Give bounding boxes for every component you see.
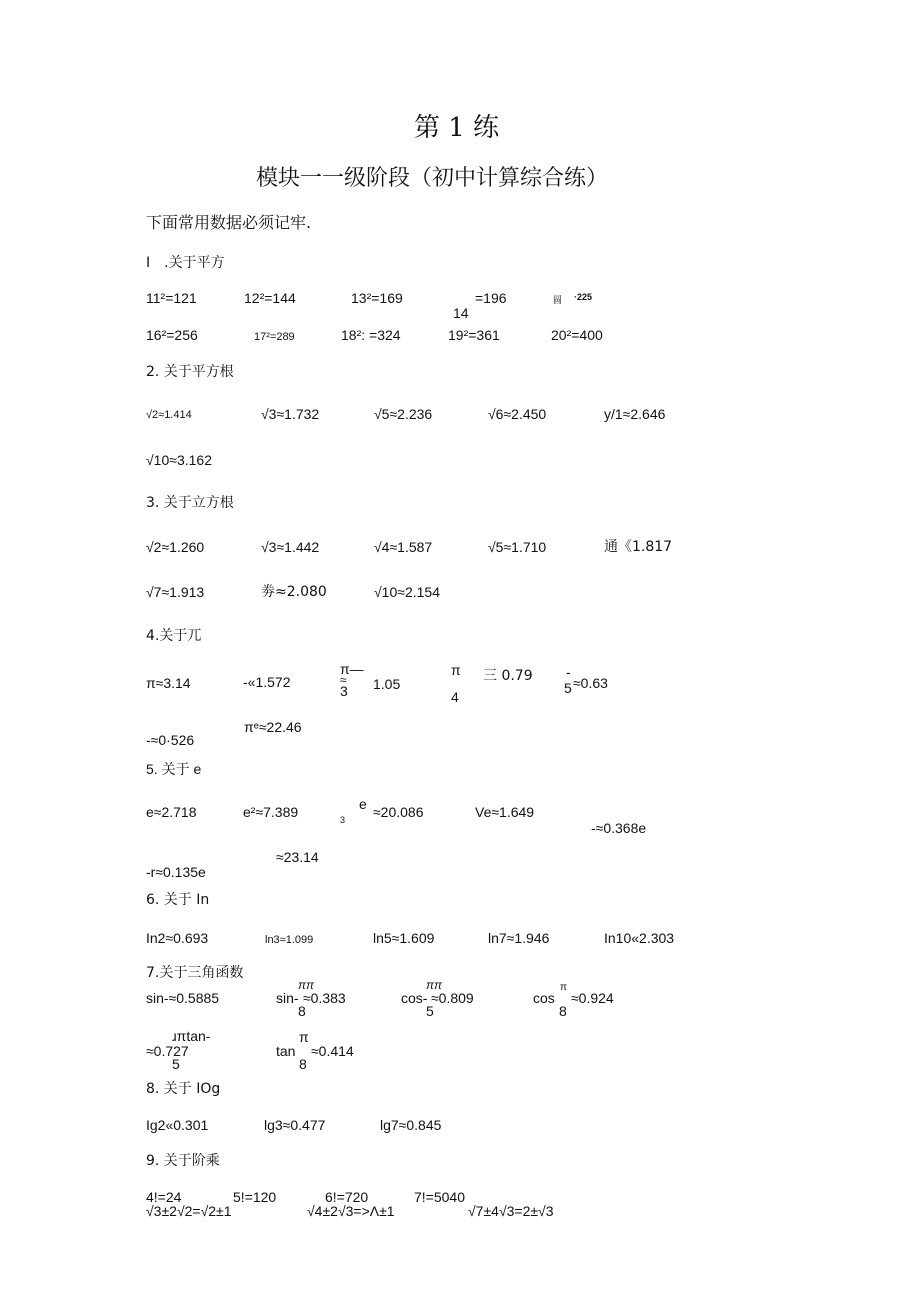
pi-third-num: π— bbox=[340, 661, 364, 677]
cbrt-3: √3≈1.442 bbox=[261, 539, 320, 555]
cbrt-2: √2≈1.260 bbox=[146, 539, 205, 555]
e-cubed-index: 3 bbox=[340, 815, 346, 825]
pi-third-approx: ≈ bbox=[340, 673, 347, 687]
section-3-heading: 3. 关于立方根 bbox=[146, 495, 234, 511]
cos-pi-fifth-label: cos- bbox=[401, 990, 428, 1006]
nested-radical-1: √3±2√2=√2±1 bbox=[146, 1203, 232, 1219]
factorial-5: 5!=120 bbox=[233, 1189, 277, 1205]
inverse-e-squared: -r≈0.135e bbox=[146, 864, 206, 880]
pi-third-value: 1.05 bbox=[373, 676, 401, 692]
page-subtitle: 模块一一级阶段（初中计算综合练） bbox=[256, 166, 609, 191]
pi-power-e: πᵉ≈22.46 bbox=[244, 719, 302, 735]
cos-pi-eighth-value: ≈0.924 bbox=[571, 990, 614, 1006]
e-power-pi: ≈23.14 bbox=[276, 849, 319, 865]
cbrt-6: 通《1.817 bbox=[604, 539, 673, 555]
sin-pi-fifth: sin-≈0.5885 bbox=[146, 990, 220, 1006]
square-16: 16²=256 bbox=[146, 327, 198, 343]
square-18: 18²: =324 bbox=[341, 327, 401, 343]
sqrt-5: √5≈2.236 bbox=[374, 406, 433, 422]
section-4-heading: 4.关于兀 bbox=[146, 628, 202, 644]
cos-pi-fifth-num: ππ bbox=[426, 978, 443, 992]
sqrt-10: √10≈3.162 bbox=[146, 452, 212, 468]
pi-quarter-value: 三 0.79 bbox=[483, 668, 533, 684]
tan-pi-fifth-label: ɹπtan- bbox=[172, 1028, 211, 1044]
pi-sixth: -≈0·526 bbox=[146, 732, 195, 748]
ln-10: In10«2.303 bbox=[604, 930, 675, 946]
sqrt-7: y/1≈2.646 bbox=[604, 406, 666, 422]
square-14-base: 14 bbox=[453, 305, 469, 321]
sqrt-2: √2≈1.414 bbox=[146, 409, 192, 421]
e-cubed-value: ≈20.086 bbox=[373, 804, 424, 820]
pi-fifth-den: 5 bbox=[564, 680, 572, 696]
pi-quarter-num: π bbox=[451, 662, 461, 678]
lg-2: Ig2«0.301 bbox=[146, 1117, 209, 1133]
sqrt-6: √6≈2.450 bbox=[488, 406, 547, 422]
ln-3: ln3≈1.099 bbox=[265, 934, 314, 946]
section-8-heading: 8. 关于 IOg bbox=[146, 1081, 221, 1097]
section-9-heading: 9. 关于阶乘 bbox=[146, 1153, 220, 1169]
e-cubed-base: e bbox=[359, 796, 367, 812]
cos-pi-eighth-den: 8 bbox=[559, 1003, 567, 1019]
tan-pi-eighth-label: tan bbox=[276, 1043, 296, 1059]
tan-pi-fifth-den: 5 bbox=[172, 1056, 180, 1072]
square-17: 17²=289 bbox=[254, 331, 295, 343]
square-11: 11²=121 bbox=[146, 290, 197, 306]
sqrt-e: Ve≈1.649 bbox=[475, 804, 535, 820]
cos-pi-fifth-value: ≈0.809 bbox=[431, 990, 474, 1006]
nested-radical-2: √4±2√3=>Λ±1 bbox=[307, 1203, 395, 1219]
tan-pi-eighth-den: 8 bbox=[299, 1056, 307, 1072]
tan-pi-fifth-value: ≈0.727 bbox=[146, 1043, 189, 1059]
pi-quarter-den: 4 bbox=[451, 689, 459, 705]
pi-fifth-num: - bbox=[566, 664, 571, 680]
cbrt-10: √10≈2.154 bbox=[374, 584, 440, 600]
pi-half: -«1.572 bbox=[243, 674, 291, 690]
sin-pi-eighth-num: ππ bbox=[298, 978, 315, 992]
page-title: 第 1 练 bbox=[414, 113, 500, 143]
lg-3: lg3≈0.477 bbox=[264, 1117, 326, 1133]
ln-7: ln7≈1.946 bbox=[488, 930, 550, 946]
nested-radical-3: √7±4√3=2±√3 bbox=[468, 1203, 554, 1219]
section-2-heading: 2. 关于平方根 bbox=[146, 364, 234, 380]
factorial-4: 4!=24 bbox=[146, 1189, 182, 1205]
square-13: 13²=169 bbox=[351, 290, 403, 306]
cos-pi-fifth-den: 5 bbox=[426, 1003, 434, 1019]
pi-third-den: 3 bbox=[340, 683, 348, 699]
section-7-heading: 7.关于三角函数 bbox=[146, 965, 244, 981]
cbrt-4: √4≈1.587 bbox=[374, 539, 433, 555]
square-15-value: ·225 bbox=[574, 292, 593, 302]
inverse-e: -≈0.368e bbox=[591, 820, 647, 836]
factorial-6: 6!=720 bbox=[325, 1189, 369, 1205]
section-6-heading: 6. 关于 In bbox=[146, 892, 210, 908]
ln-2: In2≈0.693 bbox=[146, 930, 209, 946]
tan-pi-eighth-value: ≈0.414 bbox=[311, 1043, 354, 1059]
e-value: e≈2.718 bbox=[146, 804, 197, 820]
ln-5: ln5≈1.609 bbox=[373, 930, 435, 946]
sin-pi-eighth-label: sin- bbox=[276, 990, 299, 1006]
cos-pi-eighth-num: π bbox=[560, 982, 567, 993]
tan-pi-eighth-num: π bbox=[299, 1029, 309, 1045]
pi-fifth-value: ≈0.63 bbox=[573, 675, 608, 691]
intro-text: 下面常用数据必须记牢. bbox=[146, 213, 312, 232]
section-5-heading: 5. 关于 e bbox=[146, 761, 202, 777]
square-12: 12²=144 bbox=[244, 290, 296, 306]
square-15-glyph: 圆 bbox=[553, 296, 563, 306]
cbrt-7: √7≈1.913 bbox=[146, 584, 205, 600]
sin-pi-eighth-den: 8 bbox=[298, 1003, 306, 1019]
sin-pi-eighth-value: ≈0.383 bbox=[303, 990, 346, 1006]
e-squared: e²≈7.389 bbox=[243, 804, 299, 820]
cbrt-9: 劵≈2.080 bbox=[261, 584, 327, 600]
sqrt-3: √3≈1.732 bbox=[261, 406, 320, 422]
cos-pi-eighth-label: cos bbox=[533, 990, 555, 1006]
cbrt-5: √5≈1.710 bbox=[488, 539, 547, 555]
square-19: 19²=361 bbox=[448, 327, 500, 343]
lg-7: lg7≈0.845 bbox=[380, 1117, 442, 1133]
square-14-value: =196 bbox=[475, 290, 507, 306]
pi-value: π≈3.14 bbox=[146, 675, 191, 691]
square-20: 20²=400 bbox=[551, 327, 603, 343]
factorial-7: 7!=5040 bbox=[414, 1189, 465, 1205]
section-1-heading: I .关于平方 bbox=[146, 255, 225, 271]
